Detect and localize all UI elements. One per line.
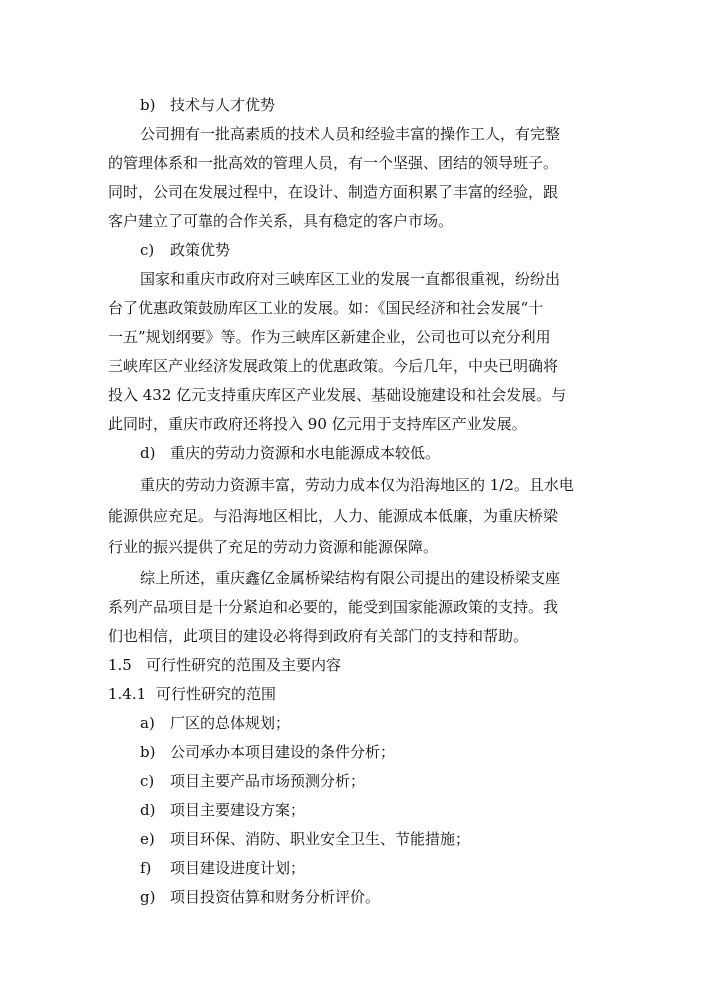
item-label: e) (140, 830, 155, 848)
section-title: 政策优势 (170, 241, 231, 259)
section-heading-b (140, 95, 275, 115)
item-label: b) (140, 96, 156, 114)
paragraph-line: 三峡库区产业经济发展政策上的优惠政策。今后几年，中央已明确将 (108, 357, 559, 375)
item-label: a) (140, 714, 155, 732)
heading-number: 1.5 (108, 656, 132, 674)
paragraph-line: 此同时，重庆市政府还将投入 90 亿元用于支持库区产业发展。 (108, 415, 527, 433)
list-item (140, 713, 290, 733)
item-text: 项目主要建设方案； (170, 801, 306, 819)
item-text: 厂区的总体规划； (170, 714, 291, 732)
list-item (140, 800, 305, 820)
heading-1-5 (108, 655, 341, 675)
list-item (140, 887, 380, 907)
paragraph-line: 投入 432 亿元支持重庆库区产业发展、基础设施建设和社会发展。与 (108, 386, 567, 404)
paragraph-line: 能源供应充足。与沿海地区相比，人力、能源成本低廉，为重庆桥梁 (108, 507, 559, 525)
heading-1-4-1 (108, 684, 276, 704)
paragraph-line: 国家和重庆市政府对三峡库区工业的发展一直都很重视，纷纷出 (140, 270, 561, 288)
section-title: 重庆的劳动力资源和水电能源成本较低。 (170, 444, 441, 462)
item-text: 项目投资估算和财务分析评价。 (170, 888, 381, 906)
heading-title: 可行性研究的范围及主要内容 (146, 656, 342, 674)
section-heading-c (140, 240, 230, 260)
paragraph-line: 一五”规划纲要》等。作为三峡库区新建企业，公司也可以充分利用 (108, 328, 551, 346)
item-label: d) (140, 444, 156, 462)
list-item (140, 742, 395, 762)
paragraph-line: 重庆的劳动力资源丰富，劳动力成本仅为沿海地区的 1/2。且水电 (140, 476, 574, 494)
item-text: 项目环保、消防、职业安全卫生、节能措施； (170, 830, 471, 848)
paragraph-line: 系列产品项目是十分紧迫和必要的，能受到国家能源政策的支持。我 (108, 598, 559, 616)
paragraph-line: 客户建立了可靠的合作关系，具有稳定的客户市场。 (108, 212, 454, 230)
section-title: 技术与人才优势 (170, 96, 276, 114)
item-label: c) (140, 772, 155, 790)
section-heading-d (140, 443, 440, 463)
list-item (140, 858, 305, 878)
heading-number: 1.4.1 (108, 685, 147, 703)
list-item (140, 771, 365, 791)
paragraph-line: 行业的振兴提供了充足的劳动力资源和能源保障。 (108, 538, 439, 556)
paragraph-line: 们也相信，此项目的建设必将得到政府有关部门的支持和帮助。 (108, 627, 529, 645)
paragraph-line: 的管理体系和一批高效的管理人员，有一个坚强、团结的领导班子。 (108, 154, 559, 172)
item-label: b) (140, 743, 156, 761)
item-text: 公司承办本项目建设的条件分析； (170, 743, 396, 761)
list-item (140, 829, 470, 849)
item-text: 项目主要产品市场预测分析； (170, 772, 366, 790)
paragraph-line: 台了优惠政策鼓励库区工业的发展。如：《国民经济和社会发展“十 (108, 299, 544, 317)
item-label: f) (140, 859, 152, 877)
heading-title: 可行性研究的范围 (156, 685, 277, 703)
item-text: 项目建设进度计划； (170, 859, 306, 877)
item-label: d) (140, 801, 156, 819)
item-label: g) (140, 888, 156, 906)
item-label: c) (140, 241, 155, 259)
paragraph-line: 综上所述，重庆鑫亿金属桥梁结构有限公司提出的建设桥梁支座 (140, 569, 561, 587)
paragraph-line: 同时，公司在发展过程中，在设计、制造方面积累了丰富的经验，跟 (108, 183, 559, 201)
paragraph-line: 公司拥有一批高素质的技术人员和经验丰富的操作工人，有完整 (140, 125, 561, 143)
